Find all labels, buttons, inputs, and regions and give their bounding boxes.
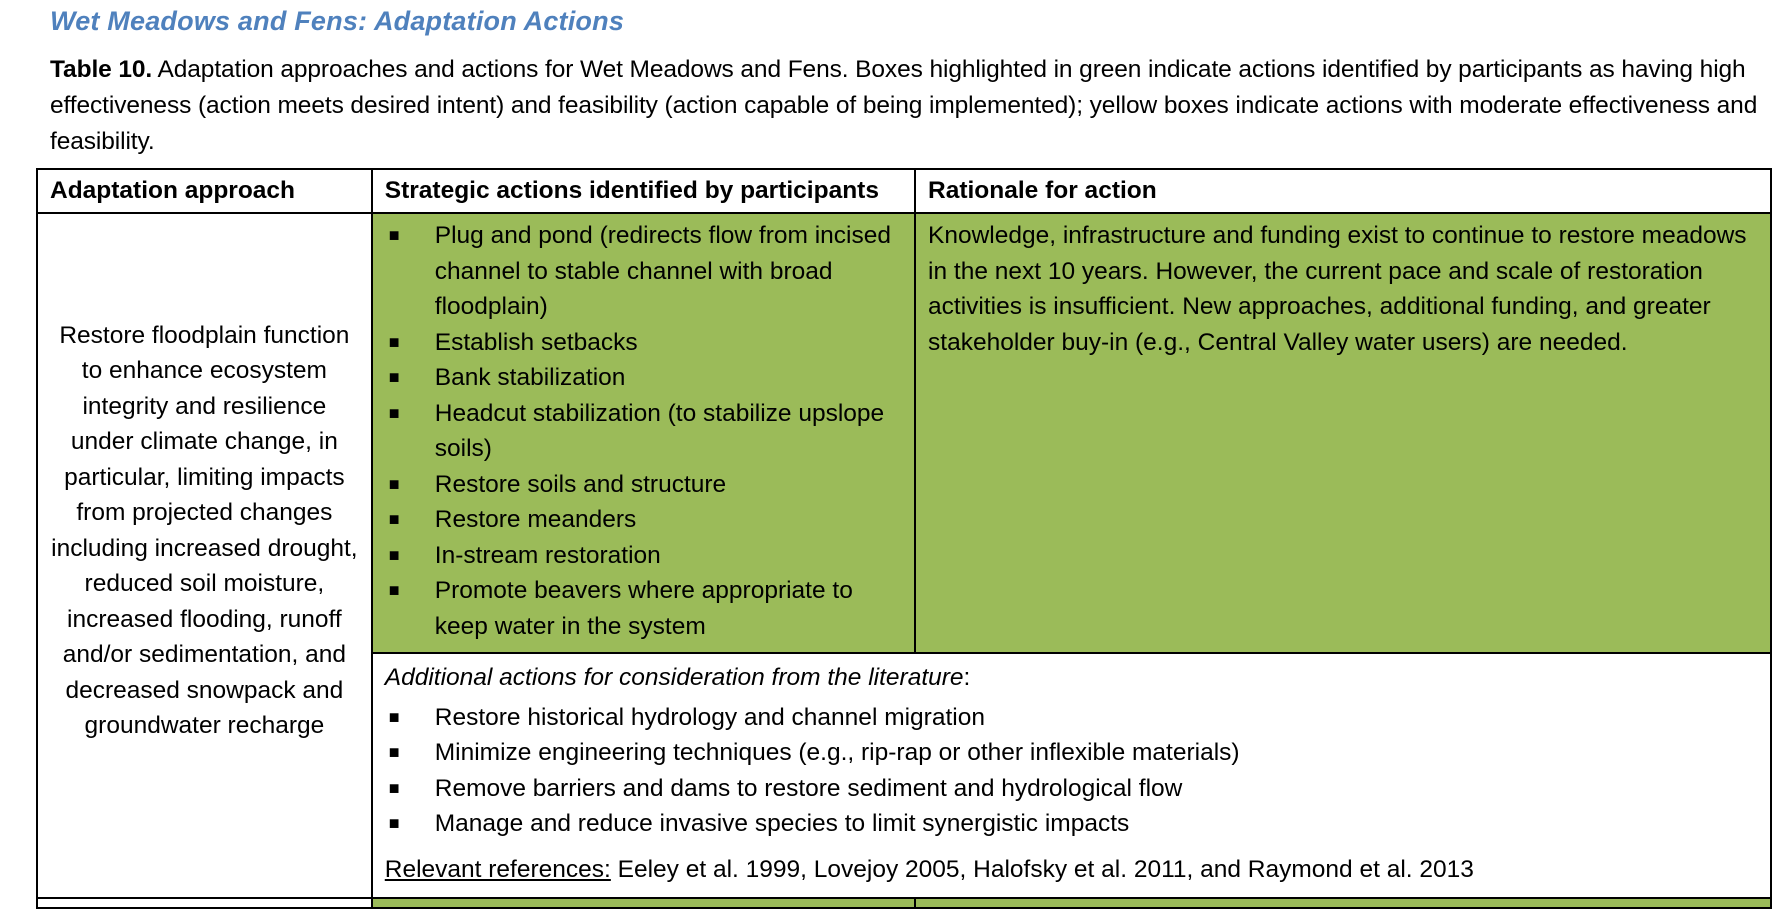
bullet-icon: ■ bbox=[388, 473, 400, 494]
table-row bbox=[37, 213, 1771, 653]
literature-action-item bbox=[385, 735, 1758, 771]
literature-intro-colon: : bbox=[963, 664, 971, 691]
section-heading: Wet Meadows and Fens: Adaptation Actions bbox=[50, 6, 625, 36]
participant-action-item bbox=[385, 573, 904, 644]
partial-rationale-cell bbox=[915, 898, 1771, 908]
participant-action-item bbox=[385, 325, 904, 361]
bullet-icon: ■ bbox=[388, 509, 400, 529]
rationale-cell bbox=[915, 213, 1771, 653]
participant-action-item bbox=[385, 467, 904, 503]
participant-action-item bbox=[385, 538, 904, 574]
table-row-partial bbox=[37, 898, 1771, 908]
literature-intro-text: Additional actions for consideration from the literature bbox=[384, 664, 964, 691]
table-caption bbox=[50, 52, 1770, 160]
literature-intro bbox=[385, 660, 1758, 696]
table-caption-label: Table 10. bbox=[50, 56, 153, 83]
literature-actions-list bbox=[385, 700, 1758, 842]
approach-text: Restore floodplain function to enhance ecosystem integrity and resilience under climate change, in particular, limiting impacts from projected changes including increased drought, reduced soil moisture, increased flooding, runoff and/or sedimentation, and decreased snowpack and groundwater recharge bbox=[51, 321, 358, 739]
literature-actions-cell bbox=[372, 653, 1771, 898]
participant-action-item bbox=[385, 502, 904, 538]
participant-action-item-text: Headcut stabilization (to stabilize upslope soils) bbox=[434, 399, 885, 462]
approach-cell bbox=[37, 213, 372, 898]
bullet-icon: ■ bbox=[388, 402, 400, 423]
table-caption-text: Adaptation approaches and actions for Wet Meadows and Fens. Boxes highlighted in green indicate actions identified by participants as having high effectiveness (action meets desired intent) and feasibility (action capable of being implemented); yellow boxes indicate actions with moderate effectiveness and feasibility. bbox=[50, 56, 1758, 155]
participant-action-item bbox=[385, 218, 904, 325]
rationale-text: Knowledge, infrastructure and funding exist to continue to restore meadows in the next 10 years. However, the current pace and scale of restoration activities is insufficient. New approaches, additional funding, and greater stakeholder buy-in (e.g., Central Valley water users) are needed. bbox=[928, 222, 1747, 356]
participant-actions-list bbox=[385, 218, 904, 644]
relevant-references bbox=[385, 852, 1758, 888]
bullet-icon: ■ bbox=[388, 777, 400, 798]
participant-actions-cell bbox=[372, 213, 915, 653]
literature-action-item bbox=[385, 806, 1758, 842]
bullet-icon: ■ bbox=[388, 225, 400, 245]
bullet-icon: ■ bbox=[388, 706, 400, 727]
literature-action-item-text: Minimize engineering techniques (e.g., rip-rap or other inflexible materials) bbox=[434, 739, 1240, 766]
participant-action-item-text: In-stream restoration bbox=[434, 541, 661, 569]
partial-actions-cell bbox=[372, 898, 915, 908]
header-strategic-actions: Strategic actions identified by participants bbox=[372, 169, 915, 213]
bullet-icon: ■ bbox=[388, 331, 400, 352]
adaptation-table bbox=[36, 168, 1772, 909]
header-adaptation-approach: Adaptation approach bbox=[37, 169, 372, 213]
literature-action-item bbox=[385, 700, 1758, 736]
participant-action-item-text: Establish setbacks bbox=[434, 328, 638, 356]
references-label: Relevant references: bbox=[384, 855, 611, 883]
participant-action-item bbox=[385, 396, 904, 467]
table-header-row bbox=[37, 169, 1771, 213]
references-text: Eeley et al. 1999, Lovejoy 2005, Halofsky et al. 2011, and Raymond et al. 2013 bbox=[610, 855, 1474, 883]
bullet-icon: ■ bbox=[388, 813, 400, 833]
bullet-icon: ■ bbox=[388, 544, 400, 565]
participant-action-item-text: Restore soils and structure bbox=[434, 470, 727, 498]
participant-action-item-text: Plug and pond (redirects flow from incised channel to stable channel with broad floodplain) bbox=[434, 222, 891, 320]
literature-action-item-text: Remove barriers and dams to restore sediment and hydrological flow bbox=[434, 774, 1183, 802]
bullet-icon: ■ bbox=[388, 367, 400, 387]
participant-action-item bbox=[385, 360, 904, 396]
bullet-icon: ■ bbox=[388, 580, 400, 600]
literature-action-item-text: Manage and reduce invasive species to limit synergistic impacts bbox=[434, 810, 1130, 837]
participant-action-item-text: Promote beavers where appropriate to keep water in the system bbox=[434, 577, 853, 640]
participant-action-item-text: Restore meanders bbox=[434, 506, 637, 533]
partial-approach-cell bbox=[37, 898, 372, 908]
bullet-icon: ■ bbox=[388, 742, 400, 762]
participant-action-item-text: Bank stabilization bbox=[434, 364, 626, 391]
header-rationale: Rationale for action bbox=[915, 169, 1771, 213]
literature-action-item-text: Restore historical hydrology and channel migration bbox=[434, 703, 985, 731]
literature-action-item bbox=[385, 771, 1758, 807]
